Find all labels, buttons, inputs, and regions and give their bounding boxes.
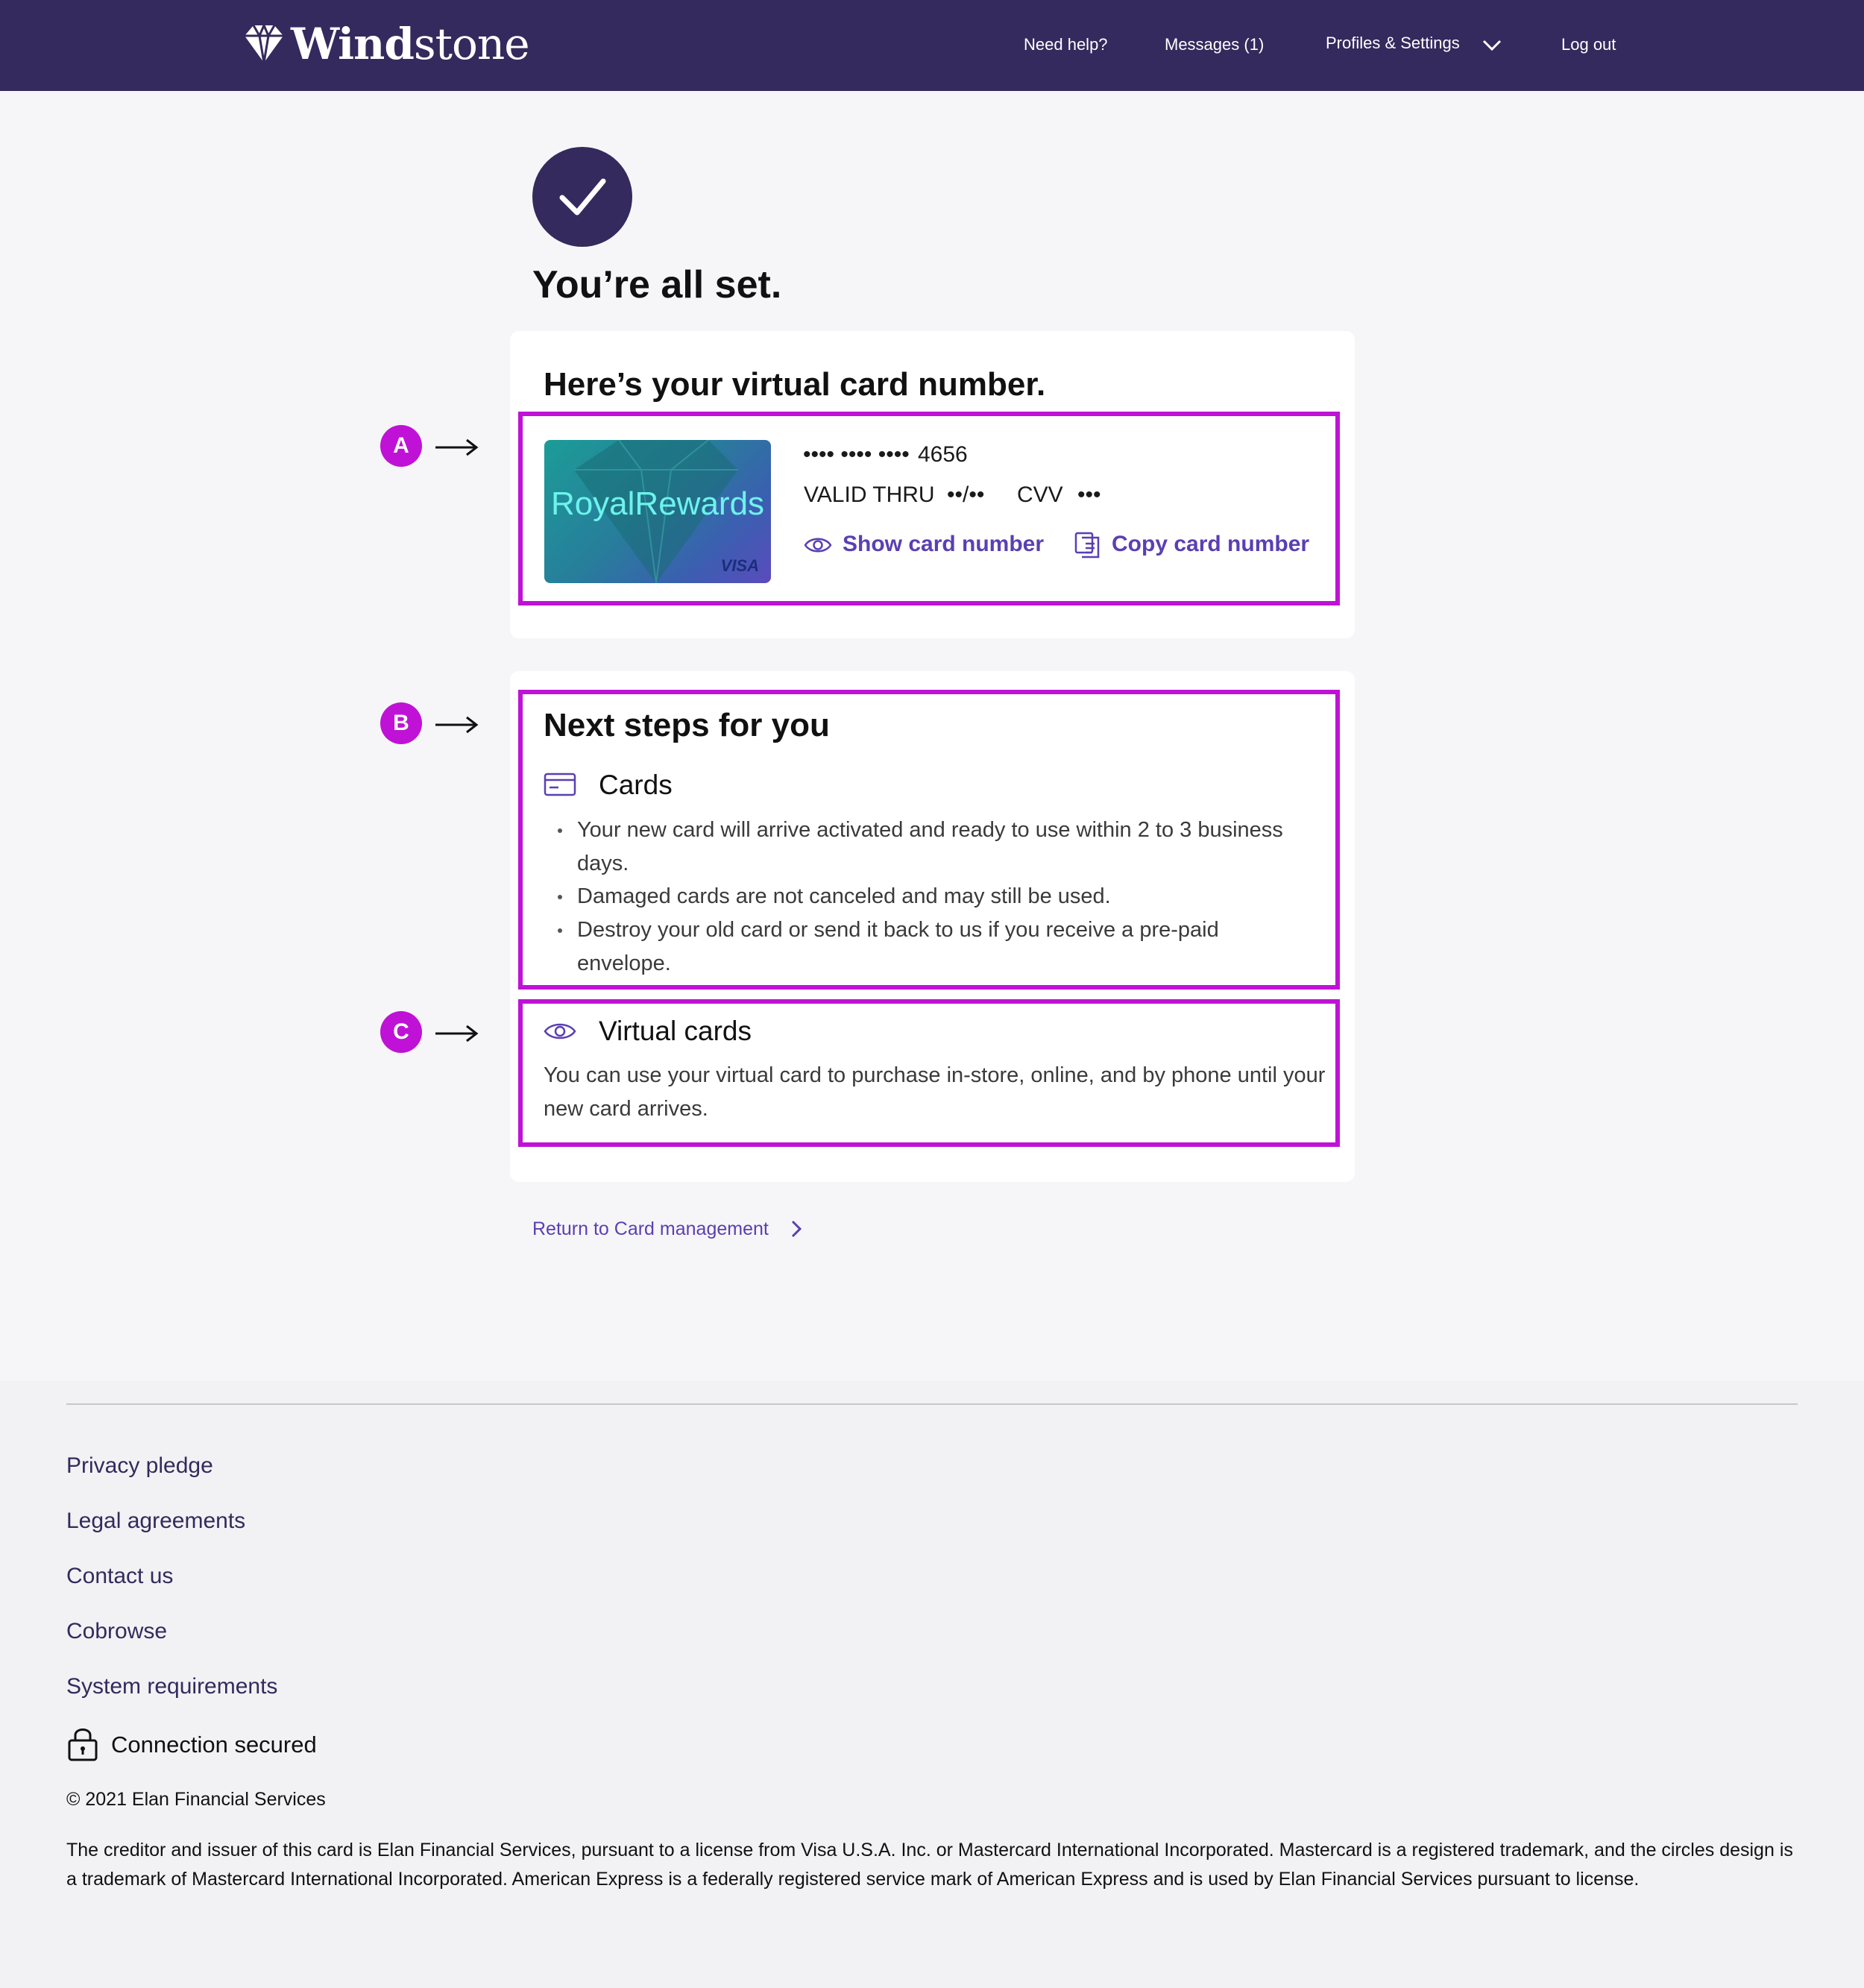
chevron-down-icon[interactable] (1482, 36, 1502, 54)
list-item: Destroy your old card or send it back to us if you receive a pre-paid envelope. (577, 918, 1219, 975)
cvv-value: ••• (1077, 482, 1101, 507)
profiles-settings-link[interactable]: Profiles & Settings (1326, 34, 1460, 52)
footer-link-legal[interactable]: Legal agreements (66, 1509, 246, 1533)
brand-name: Windstone (291, 19, 529, 69)
brand-logo[interactable] (243, 21, 529, 67)
card-last-four: 4656 (918, 442, 968, 467)
copyright-text: © 2021 Elan Financial Services (66, 1789, 326, 1810)
card-image (544, 440, 771, 583)
bullet-marker (558, 895, 562, 899)
footer-divider (66, 1403, 1798, 1405)
lock-icon (66, 1726, 99, 1761)
arrow-right-icon (434, 716, 479, 734)
footer (0, 1381, 1864, 1988)
masked-card-number: •••• •••• •••• (803, 442, 910, 467)
callout-b-marker: B (380, 702, 422, 744)
callout-a-marker: A (380, 425, 422, 467)
credit-card-icon (544, 773, 576, 796)
valid-thru-value: ••/•• (947, 482, 985, 507)
footer-link-cobrowse[interactable]: Cobrowse (66, 1619, 168, 1643)
copy-card-number-link[interactable]: Copy card number (1112, 532, 1310, 556)
virtual-cards-description: You can use your virtual card to purchase in-store, online, and by phone until your new card arrives. (544, 1063, 1326, 1121)
chevron-right-icon[interactable] (789, 1219, 804, 1239)
checkmark-icon (532, 147, 632, 247)
diamond-icon (243, 24, 285, 64)
callout-c-marker: C (380, 1011, 422, 1053)
show-card-number-link[interactable]: Show card number (843, 532, 1045, 556)
arrow-right-icon (434, 1025, 479, 1042)
success-check-badge (532, 147, 632, 247)
card-network-logo: VISA (720, 556, 759, 575)
virtual-cards-subheading: Virtual cards (599, 1016, 752, 1046)
list-item: Your new card will arrive activated and ready to use within 2 to 3 business days. (577, 818, 1283, 875)
cards-subheading: Cards (599, 770, 673, 800)
eye-icon (544, 1020, 576, 1042)
logout-link[interactable]: Log out (1561, 35, 1616, 54)
messages-link[interactable]: Messages (1) (1165, 35, 1265, 54)
valid-thru-label: VALID THRU (804, 482, 935, 507)
cvv-label: CVV (1017, 482, 1063, 507)
copy-icon[interactable] (1074, 532, 1100, 559)
footer-link-contact[interactable]: Contact us (66, 1564, 174, 1588)
virtual-card-heading: Here’s your virtual card number. (544, 366, 1046, 403)
success-title: You’re all set. (532, 263, 782, 306)
return-to-card-management-link[interactable]: Return to Card management (532, 1218, 769, 1239)
top-navigation-bar (0, 0, 1864, 91)
bullet-marker (558, 828, 562, 833)
list-item: Damaged cards are not canceled and may still be used. (577, 884, 1111, 908)
legal-disclaimer: The creditor and issuer of this card is Elan Financial Services, pursuant to a license from Visa U.S.A. Inc. or Mastercard International Incorporated. Mastercard is a registered trademark, and the circles design is a trademark of Mastercard International Incorporated. American Express is a federally registered service mark of American Express and is used by Elan Financial Services pursuant to license. (66, 1840, 1793, 1890)
connection-secured-label: Connection secured (111, 1731, 317, 1758)
footer-link-system-requirements[interactable]: System requirements (66, 1674, 278, 1699)
arrow-right-icon (434, 438, 479, 456)
card-brand-name: RoyalRewards (550, 485, 765, 522)
need-help-link[interactable]: Need help? (1024, 35, 1108, 54)
next-steps-heading: Next steps for you (544, 707, 830, 743)
eye-icon[interactable] (804, 535, 832, 556)
bullet-marker (558, 928, 562, 933)
footer-link-privacy[interactable]: Privacy pledge (66, 1453, 213, 1478)
